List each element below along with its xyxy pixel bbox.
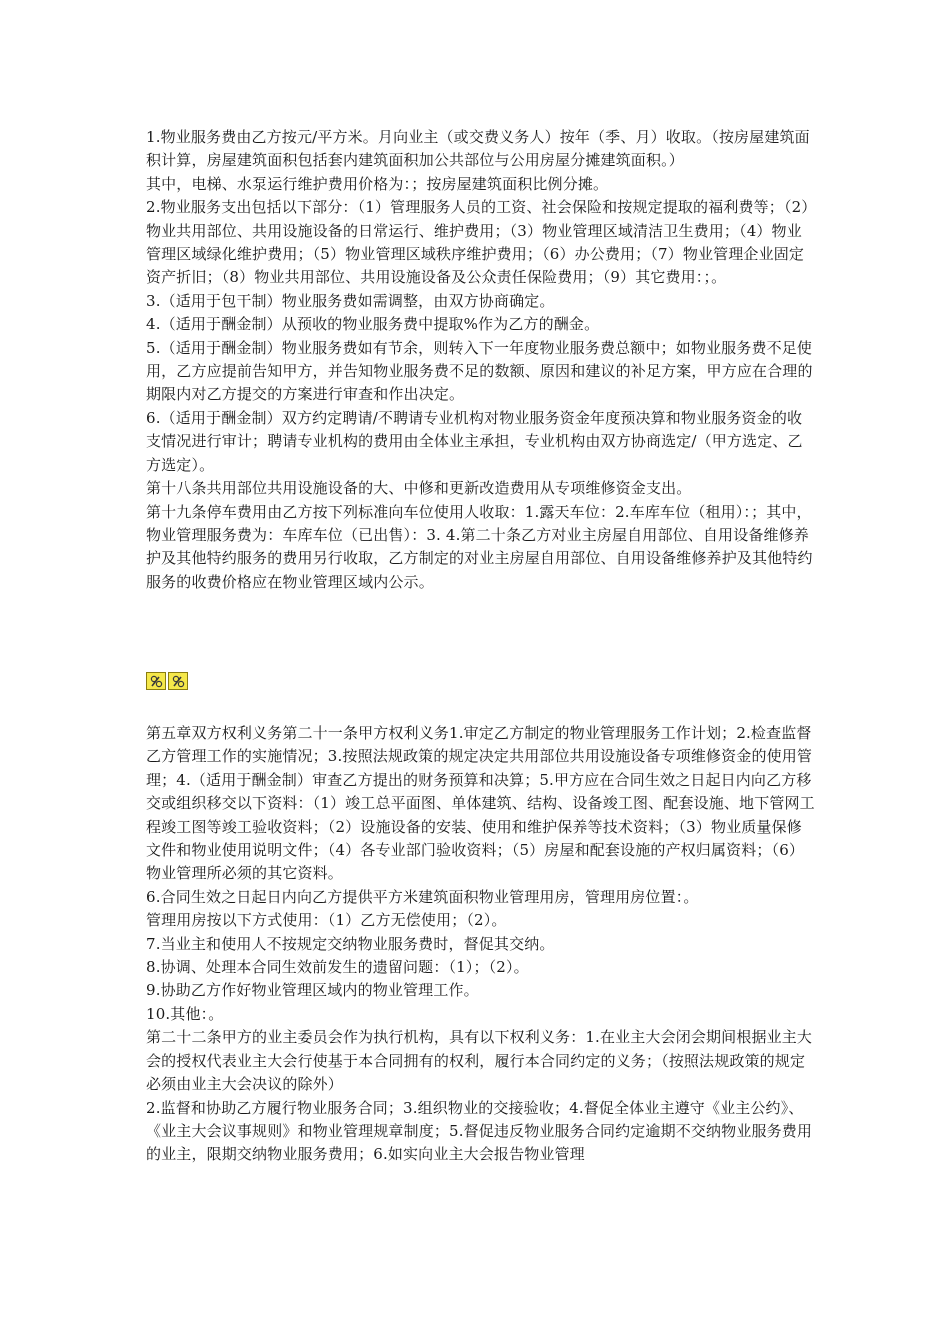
paragraph: 其中，电梯、水泵运行维护费用价格为：；按房屋建筑面积比例分摊。 bbox=[146, 174, 609, 193]
paragraph: 10.其他：。 bbox=[146, 1004, 224, 1023]
text-block-fees bbox=[146, 126, 816, 594]
paragraph: 3.（适用于包干制）物业服务费如需调整，由双方协商确定。 bbox=[146, 291, 555, 310]
paragraph: 4.（适用于酬金制）从预收的物业服务费中提取%作为乙方的酬金。 bbox=[146, 315, 600, 334]
paragraph: 5.（适用于酬金制）物业服务费如有节余，则转入下一年度物业服务费总额中；如物业服务费不足使用，乙方应提前告知甲方，并告知物业服务费不足的数额、原因和建议的补足方案，甲方应在合理的期限内对乙方提交的方案进行审查和作出决定。 bbox=[146, 338, 813, 404]
paragraph: 第十九条停车费用由乙方按下列标准向车位使用人收取：1.露天车位：2.车库车位（租用）：；其中，物业管理服务费为：车库车位（已出售）：3. 4.第二十条乙方对业主房屋自用部位、自用设备维修养护及其他特约服务的费用另行收取，乙方制定的对业主房屋自用部位、自用设备维修养护及其他特约服务的收费价格应在物业管理区域内公示。 bbox=[146, 502, 813, 591]
embedded-object-icon[interactable] bbox=[168, 672, 188, 690]
paragraph: 1.物业服务费由乙方按元/平方米。月向业主（或交费义务人）按年（季、月）收取。（按房屋建筑面积计算，房屋建筑面积包括套内建筑面积加公共部位与公用房屋分摊建筑面积。） bbox=[146, 128, 810, 170]
paragraph: 8.协调、处理本合同生效前发生的遗留问题：（1）；（2）。 bbox=[146, 958, 529, 977]
paragraph: 6.（适用于酬金制）双方约定聘请/不聘请专业机构对物业服务资金年度预决算和物业服务资金的收支情况进行审计；聘请专业机构的费用由全体业主承担，专业机构由双方协商选定/（甲方选定、乙方选定）。 bbox=[146, 408, 803, 474]
paragraph: 2.物业服务支出包括以下部分：（1）管理服务人员的工资、社会保险和按规定提取的福利费等；（2）物业共用部位、共用设施设备的日常运行、维护费用；（3）物业管理区域清洁卫生费用；（4）物业管理区域绿化维护费用；（5）物业管理区域秩序维护费用；（6）办公费用；（7）物业管理企业固定资产折旧；（8）物业共用部位、共用设施设备及公众责任保险费用；（9）其它费用：；。 bbox=[146, 198, 809, 287]
paragraph: 第五章双方权利义务第二十一条甲方权利义务1.审定乙方制定的物业管理服务工作计划；2.检查监督乙方管理工作的实施情况；3.按照法规政策的规定决定共用部位共用设施设备专项维修资金的使用管理；4.（适用于酬金制）审查乙方提出的财务预算和决算；5.甲方应在合同生效之日起日内向乙方移交或组织移交以下资料：（1）竣工总平面图、单体建筑、结构、设备竣工图、配套设施、地下管网工程竣工图等竣工验收资料；（2）设施设备的安装、使用和维护保养等技术资料；（3）物业质量保修文件和物业使用说明文件；（4）各专业部门验收资料；（5）房屋和配套设施的产权归属资料；（6）物业管理所必须的其它资料。 bbox=[146, 724, 815, 883]
paragraph: 7.当业主和使用人不按规定交纳物业服务费时，督促其交纳。 bbox=[146, 934, 555, 953]
paragraph: 第二十二条甲方的业主委员会作为执行机构，具有以下权利义务：1.在业主大会闭会期间根据业主大会的授权代表业主大会行使基于本合同拥有的权利，履行本合同约定的义务；（按照法规政策的规定必须由业主大会决议的除外） bbox=[146, 1028, 813, 1094]
paragraph: 9.协助乙方作好物业管理区域内的物业管理工作。 bbox=[146, 981, 479, 1000]
paragraph: 6.合同生效之日起日内向乙方提供平方米建筑面积物业管理用房，管理用房位置：。 bbox=[146, 887, 699, 906]
paragraph: 第十八条共用部位共用设施设备的大、中修和更新改造费用从专项维修资金支出。 bbox=[146, 479, 692, 498]
paragraph: 2.监督和协助乙方履行物业服务合同；3.组织物业的交接验收；4.督促全体业主遵守《业主公约》、《业主大会议事规则》和物业管理规章制度；5.督促违反物业服务合同约定逾期不交纳物业服务费用的业主，限期交纳物业服务费用；6.如实向业主大会报告物业管理 bbox=[146, 1098, 813, 1164]
text-block-rights bbox=[146, 722, 816, 1167]
embedded-object-strip bbox=[146, 672, 188, 692]
embedded-object-icon[interactable] bbox=[146, 672, 166, 690]
paragraph: 管理用房按以下方式使用：（1）乙方无偿使用；（2）。 bbox=[146, 911, 507, 930]
